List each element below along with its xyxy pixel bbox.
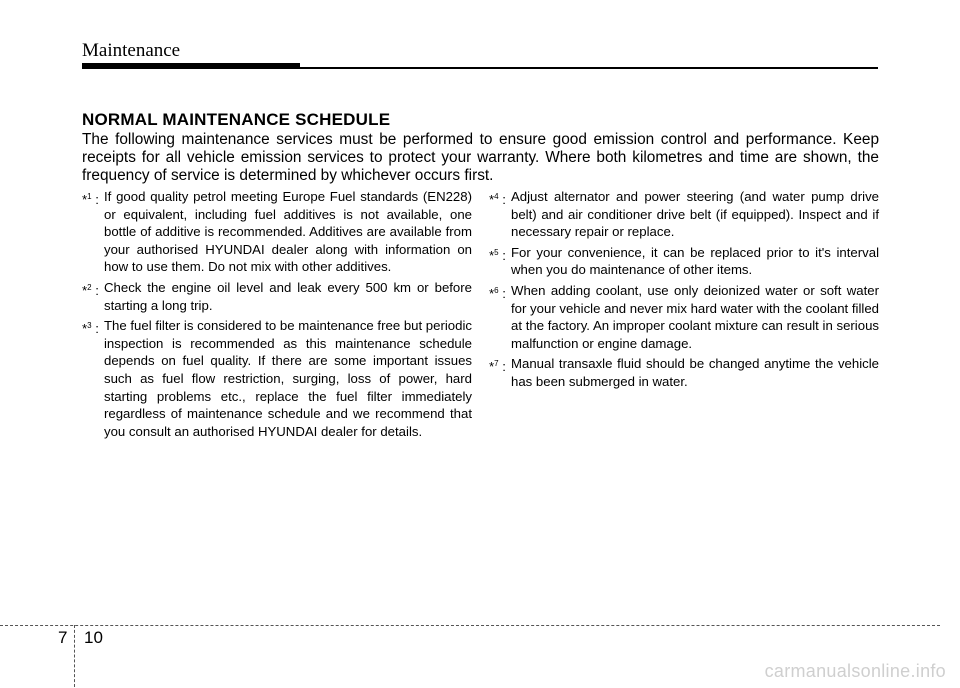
page-number: 10 — [84, 628, 103, 647]
footnote-2 — [82, 279, 472, 314]
footnote-marker: *$^3$ : — [82, 321, 99, 337]
footnote-7 — [489, 355, 879, 390]
footnote-4 — [489, 188, 879, 241]
footnote-text: If good quality petrol meeting Europe Fuel standards (EN228) or equivalent, including fuel additives is not available, one bottle of additive is recommended. Additives are available from your authorised HYUNDAI dealer along with information on how to use them. Do not mix with other additives. — [104, 189, 472, 275]
footnote-text: When adding coolant, use only deionized water or soft water for your vehicle and never mix hard water with the coolant filled at the factory. An improper coolant mixture can result in serious malfunction or engine damage. — [511, 282, 879, 351]
footnote-marker: *$^4$ : — [489, 192, 506, 207]
footnote-text: Manual transaxle fluid should be changed anytime the vehicle has been submerged in water. — [511, 356, 879, 389]
header-rule-thin — [300, 67, 878, 69]
footnote-1 — [82, 188, 472, 276]
footnote-marker: *$^2$ : — [82, 282, 99, 298]
footer-dashed-rule — [0, 625, 940, 626]
footnote-text: Adjust alternator and power steering (and water pump drive belt) and air conditioner drive belt (if equipped). Inspect and if necessary repair or replace. — [511, 189, 879, 240]
footnote-marker: *$^7$ : — [489, 359, 506, 375]
intro-paragraph: The following maintenance services must be performed to ensure good emission control and performance. Keep receipts for all vehicle emission services to protect your warranty. Where both kilometres and time are shown, the frequency of service is determined by whichever occurs first. — [82, 131, 879, 184]
footnote-3 — [82, 317, 472, 440]
footnote-5 — [489, 244, 879, 279]
footnote-text: The fuel filter is considered to be maintenance free but periodic inspection is recommended as this maintenance schedule depends on fuel quality. If there are some important issues such as fuel flow restriction, surging, loss of power, hard starting problems etc., replace the fuel filter immediately regardless of maintenance schedule and we recommend that you consult an authorised HYUNDAI dealer for details. — [104, 318, 472, 439]
footnote-6 — [489, 282, 879, 352]
footnote-text: Check the engine oil level and leak every 500 km or before starting a long trip. — [104, 279, 472, 313]
notes-column-right — [489, 188, 879, 394]
footnote-marker: *$^6$ : — [489, 285, 506, 301]
header-rule-thick — [82, 63, 300, 69]
header-title: Maintenance — [82, 40, 181, 61]
chapter-number: 7 — [58, 628, 68, 647]
notes-column-left — [82, 188, 472, 443]
watermark: carmanualsonline.info — [764, 661, 946, 681]
footnote-text: For your convenience, it can be replaced prior to it's interval when you do maintenance of other items. — [511, 244, 879, 278]
section-title: NORMAL MAINTENANCE SCHEDULE — [82, 110, 391, 129]
footer-dashed-divider — [74, 625, 75, 687]
footnote-marker: *$^5$ : — [489, 247, 506, 263]
footnote-marker: *$^1$ : — [82, 192, 99, 207]
